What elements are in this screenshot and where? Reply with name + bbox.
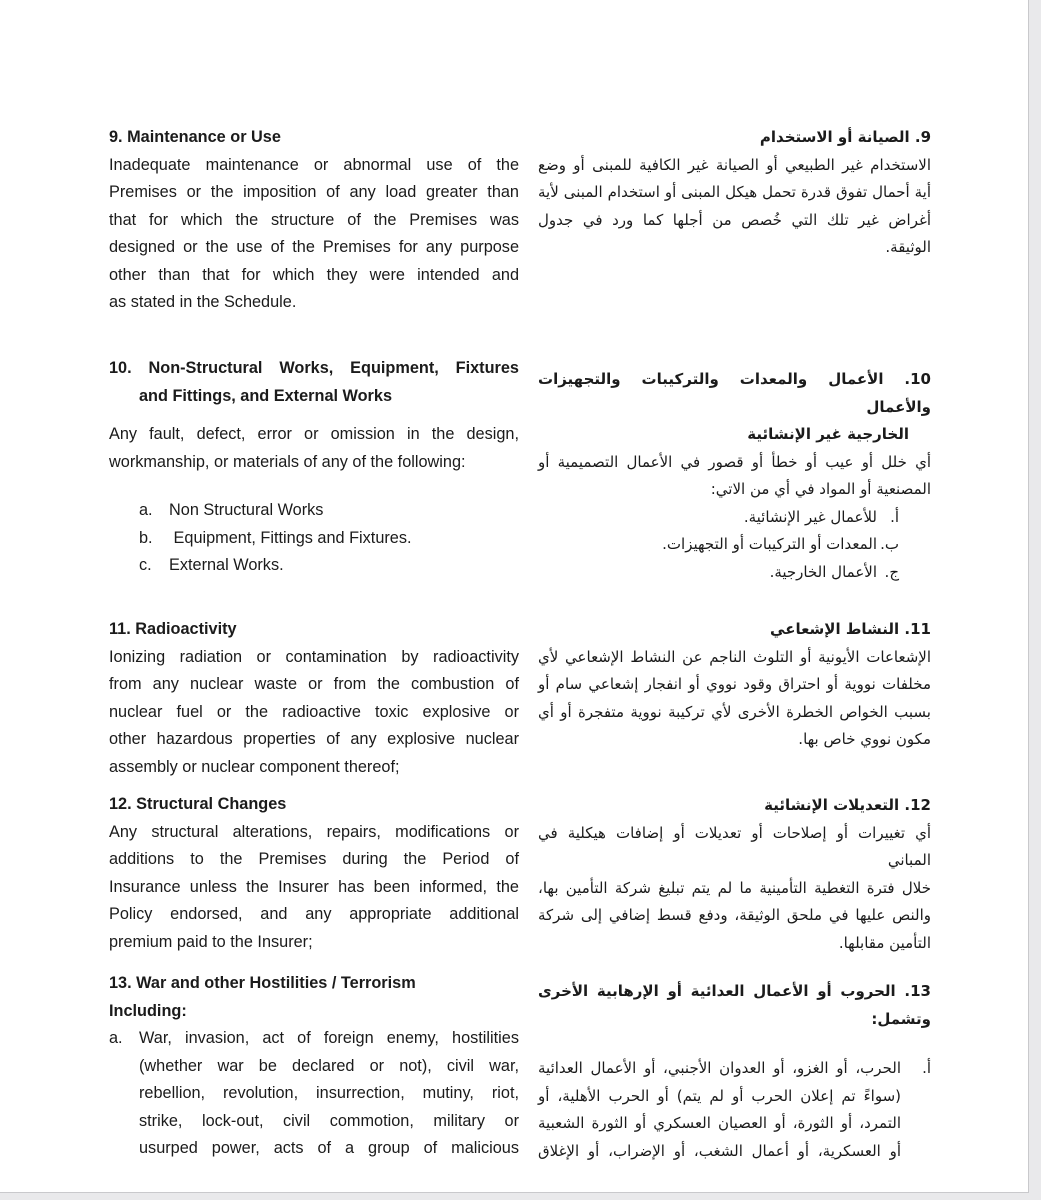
text-line: Premises or the imposition of any load greater than (109, 183, 519, 201)
section-9-title-ar: 9. الصيانة أو الاستخدام (759, 128, 931, 146)
text-line: Ionizing radiation or contamination by radioactivity (109, 647, 519, 666)
text-line: Inadequate maintenance or abnormal use of the (109, 155, 519, 174)
text-line: (whether war be declared or not), civil war, (139, 1056, 519, 1075)
text-line: أي خلل أو عيب أو خطأ أو قصور في الأعمال التصميمية أو (538, 452, 931, 471)
section-10-title: 10. Non-Structural Works, Equipment, Fixtures (109, 359, 519, 377)
section-9-title: 9. Maintenance or Use (109, 128, 281, 146)
section-12-title-ar: 12. التعديلات الإنشائية (764, 796, 931, 814)
section-10-title-ar: 10. الأعمال والمعدات والتركيبات والتجهيزات والأعمال (538, 370, 931, 416)
list-letter: b. (139, 528, 153, 547)
text-line: from any nuclear waste or from the combustion of (109, 675, 519, 693)
section-10-list-ar (538, 504, 931, 587)
text-line: مخلفات نووية أو احتراق وقود نووي أو انفجار إشعاعي سام أو (538, 675, 931, 693)
list-letter: أ. (922, 1059, 931, 1077)
text-line: designed or the use of the Premises for any purpose (109, 238, 519, 256)
list-item (538, 504, 899, 532)
section-13-title-ar: 13. الحروب أو الأعمال العدائية أو الإرهابية الأخرى وتشمل: (538, 982, 931, 1028)
section-9-arabic (538, 124, 931, 262)
section-10-arabic (538, 366, 931, 586)
list-item (139, 525, 519, 553)
list-item (139, 497, 519, 525)
list-text: للأعمال غير الإنشائية. (743, 507, 877, 526)
list-letter: ب. (880, 535, 899, 553)
text-line: premium paid to the Insurer; (109, 932, 313, 951)
section-12-english (109, 791, 519, 956)
text-line: other than that for which they were intended and (109, 265, 519, 284)
text-line: Any fault, defect, error or omission in the design, (109, 425, 519, 443)
text-line: Insurance unless the Insurer has been informed, the (109, 877, 519, 896)
list-letter: ج. (884, 562, 899, 581)
text-line: والنص عليها في ملحق الوثيقة، ودفع قسط إضافي إلى شركة (538, 906, 931, 924)
list-letter: c. (139, 556, 152, 574)
text-line: الوثيقة. (885, 238, 931, 256)
list-letter: a. (139, 501, 153, 519)
text-line: strike, lock-out, civil commotion, military or (139, 1111, 519, 1130)
text-line: other hazardous properties of any explosive nuclear (109, 730, 519, 748)
text-line: الحرب، أو الغزو، أو العدوان الأجنبي، أو الأعمال العدائية (538, 1059, 901, 1077)
text-line: rebellion, revolution, insurrection, mutiny, riot, (139, 1084, 519, 1102)
text-line: الإشعاعات الأيونية أو التلوث الناجم عن النشاط الإشعاعي لأي (538, 647, 931, 666)
section-12-arabic (538, 792, 931, 957)
text-line: assembly or nuclear component thereof; (109, 757, 400, 776)
section-13-arabic (538, 978, 931, 1165)
text-line: Policy endorsed, and any appropriate additional (109, 905, 519, 923)
text-line: workmanship, or materials of any of the following: (109, 452, 466, 471)
text-line: المصنعية أو المواد في أي من الاتي: (710, 480, 931, 498)
list-item (139, 552, 519, 580)
text-line: as stated in the Schedule. (109, 293, 297, 311)
list-letter: أ. (890, 507, 899, 526)
text-line: that for which the structure of the Premises was (109, 210, 519, 229)
text-line: usurped power, acts of a group of malicious (139, 1139, 519, 1157)
text-line: التمرد، أو الثورة، أو العصيان العسكري أو الثورة الشعبية (538, 1114, 901, 1132)
text-line: additions to the Premises during the Period of (109, 850, 519, 868)
text-line: (سواءً تم إعلان الحرب أو لم يتم) أو الحرب الأهلية، أو (538, 1086, 901, 1105)
section-11-title: 11. Radioactivity (109, 620, 237, 638)
list-text: External Works. (169, 556, 284, 574)
section-10-title-cont: and Fittings, and External Works (139, 386, 393, 405)
text-line: Any structural alterations, repairs, modifications or (109, 822, 519, 841)
text-line: أية أحمال تفوق قدرة تحمل هيكل المبنى أو استخدام المبنى لأية (538, 183, 931, 201)
section-11-title-ar: 11. النشاط الإشعاعي (770, 620, 931, 638)
text-line: أي تغييرات أو إصلاحات أو تعديلات أو إضافات هيكلية في المباني (538, 823, 931, 869)
section-10-list (109, 497, 519, 580)
text-line: مكون نووي خاص بها. (798, 730, 931, 748)
list-item (538, 531, 899, 559)
section-9-english (109, 124, 519, 317)
list-text: Non Structural Works (169, 501, 324, 519)
section-13-title-cont: Including: (109, 1001, 187, 1020)
text-line: nuclear fuel or the radioactive toxic explosive or (109, 702, 519, 721)
list-text: المعدات أو التركيبات أو التجهيزات. (662, 535, 877, 553)
section-11-english (109, 616, 519, 781)
section-13-title: 13. War and other Hostilities / Terrorism (109, 974, 416, 992)
text-line: التأمين مقابلها. (838, 933, 931, 952)
section-12-title: 12. Structural Changes (109, 795, 287, 813)
section-11-arabic (538, 616, 931, 754)
list-text: Equipment, Fittings and Fixtures. (169, 528, 412, 547)
list-text: الأعمال الخارجية. (769, 562, 877, 581)
text-line: War, invasion, act of foreign enemy, hostilities (139, 1029, 519, 1047)
text-line: الاستخدام غير الطبيعي أو الصيانة غير الكافية للمبنى أو وضع (538, 155, 931, 174)
list-letter: a. (109, 1029, 123, 1047)
section-10-title-ar-cont: الخارجية غير الإنشائية (747, 425, 909, 443)
text-line: بسبب الخواص الخطرة الأخرى لأي تركيبة نووية متفجرة أو أي (538, 702, 931, 721)
text-line: أغراض غير تلك التي خُصص من أجلها كما ورد في جدول (538, 210, 931, 229)
section-13-english (109, 970, 519, 1163)
section-13-item-a-ar (538, 1055, 931, 1165)
text-line: أو العسكرية، أو أعمال الشغب، أو الإضراب، أو الإغلاق (538, 1141, 901, 1160)
section-10-english (109, 355, 519, 580)
text-line: خلال فترة التغطية التأمينية ما لم يتم تبليغ شركة التأمين بها، (538, 878, 931, 897)
list-item (538, 559, 899, 587)
section-13-item-a (109, 1025, 519, 1163)
